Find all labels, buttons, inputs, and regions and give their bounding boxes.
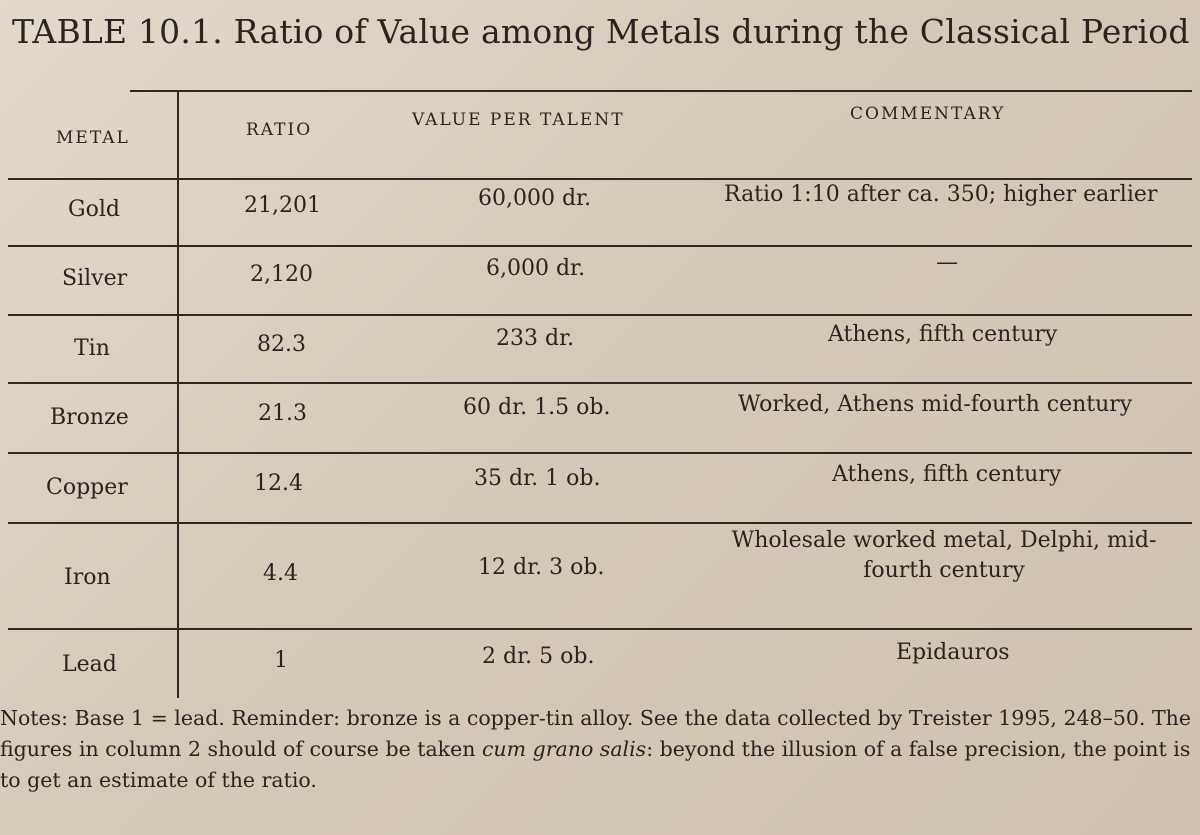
cell-value: 233 dr.: [496, 326, 575, 351]
cell-value: 60,000 dr.: [478, 186, 592, 211]
cell-value: 60 dr. 1.5 ob.: [463, 395, 611, 420]
cell-value: 2 dr. 5 ob.: [482, 644, 595, 669]
header-rule: [8, 178, 1192, 180]
cell-ratio: 4.4: [263, 561, 298, 586]
cell-commentary: Wholesale worked metal, Delphi, mid-fourth century: [731, 528, 1157, 583]
cell-ratio: 82.3: [257, 332, 306, 357]
row-rule: [8, 314, 1192, 316]
table-column-divider: [177, 90, 179, 698]
metals-table: [0, 90, 1200, 700]
cell-metal: Silver: [62, 266, 128, 291]
cell-metal: Lead: [62, 652, 117, 677]
notes-text-end: : beyond the illusion of a false precision, the point is to get an estimate of the ratio.: [0, 737, 1191, 792]
row-rule: [8, 522, 1192, 524]
cell-value: 35 dr. 1 ob.: [474, 466, 601, 491]
cell-metal: Bronze: [50, 405, 129, 430]
row-rule: [8, 628, 1192, 630]
cell-metal: Iron: [64, 565, 111, 590]
cell-commentary: Worked, Athens mid-fourth century: [738, 392, 1133, 417]
cell-value: 12 dr. 3 ob.: [478, 555, 605, 580]
row-rule: [8, 245, 1192, 247]
cell-ratio: 12.4: [254, 471, 303, 496]
cell-ratio: 21.3: [258, 401, 307, 426]
cell-metal: Tin: [74, 336, 110, 361]
cell-value: 6,000 dr.: [486, 256, 586, 281]
header-metal: METAL: [56, 128, 130, 148]
table-notes: [0, 703, 1200, 796]
cell-ratio: 2,120: [250, 262, 313, 287]
cell-ratio: 1: [274, 648, 288, 673]
cell-metal: Gold: [68, 197, 120, 222]
cell-commentary: Athens, fifth century: [828, 322, 1058, 347]
header-commentary: COMMENTARY: [850, 104, 1006, 124]
cell-ratio: 21,201: [244, 193, 321, 218]
table-top-rule: [130, 90, 1192, 92]
notes-italic-phrase: cum grano salis: [481, 737, 647, 761]
header-value-per-talent: VALUE PER TALENT: [412, 110, 625, 130]
row-rule: [8, 382, 1192, 384]
notes-text: Notes: Base 1 = lead. Reminder: bronze is a copper-tin alloy. See the data collected by Treister 1995, 248–50. The figures in column 2 should of course be taken: [0, 706, 1191, 761]
cell-commentary: Athens, fifth century: [832, 462, 1062, 487]
cell-commentary: —: [936, 250, 958, 275]
header-ratio: RATIO: [246, 120, 313, 140]
cell-metal: Copper: [46, 475, 128, 500]
row-rule: [8, 452, 1192, 454]
cell-commentary: Epidauros: [896, 640, 1010, 665]
table-title: TABLE 10.1. Ratio of Value among Metals during the Classical Period: [12, 12, 1190, 51]
cell-commentary: Ratio 1:10 after ca. 350; higher earlier: [724, 182, 1158, 207]
